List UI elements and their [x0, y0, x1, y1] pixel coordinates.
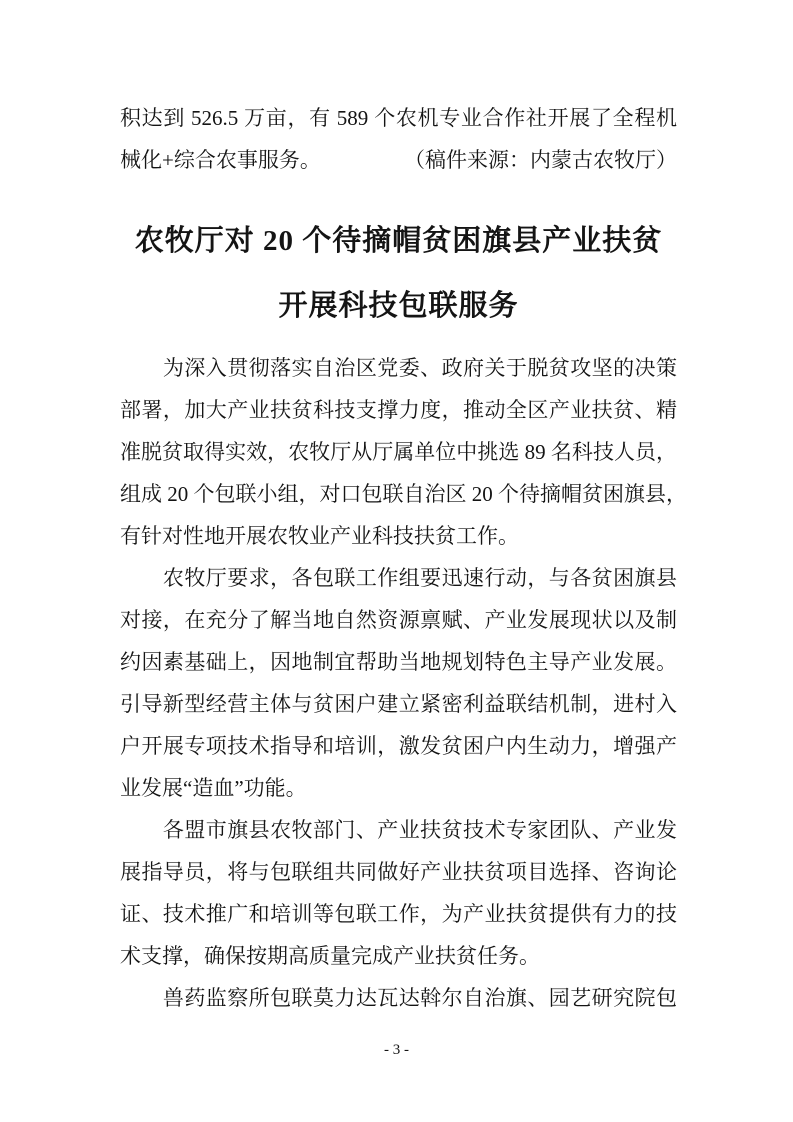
body-line: 部署，加大产业扶贫科技支撑力度，推动全区产业扶贫、精: [120, 398, 677, 422]
body-line: 引导新型经营主体与贫困户建立紧密利益联结机制，进村入: [120, 692, 677, 716]
article-title: [120, 209, 677, 339]
body-line: 兽药监察所包联莫力达瓦达斡尔自治旗、园艺研究院包: [120, 986, 677, 1010]
body-line: 农牧厅要求，各包联工作组要迅速行动，与各贫困旗县: [120, 566, 677, 590]
body-line: 业发展“造血”功能。: [120, 776, 307, 800]
body-line: 展指导员，将与包联组共同做好产业扶贫项目选择、咨询论: [120, 860, 677, 884]
body-line: 约因素基础上，因地制宜帮助当地规划特色主导产业发展。: [120, 650, 677, 674]
article-body: [120, 347, 687, 1019]
page-number: - 3 -: [384, 1042, 409, 1058]
intro-line-2: [120, 139, 677, 181]
body-line: 术支撑，确保按期高质量完成产业扶贫任务。: [120, 944, 540, 968]
body-line: 证、技术推广和培训等包联工作，为产业扶贫提供有力的技: [120, 902, 677, 926]
intro-line-1: 积达到 526.5 万亩，有 589 个农机专业合作社开展了全程机: [120, 106, 677, 130]
body-line: 准脱贫取得实效，农牧厅从厅属单位中挑选 89 名科技人员，: [120, 440, 677, 464]
body-line: 组成 20 个包联小组，对口包联自治区 20 个待摘帽贫困旗县，: [120, 482, 687, 506]
source-attribution: （稿件来源：内蒙古农牧厅）: [404, 148, 677, 172]
intro-paragraph: [120, 97, 677, 181]
body-line: 户开展专项技术指导和培训，激发贫困户内生动力，增强产: [120, 734, 677, 758]
page-content: [120, 97, 687, 1019]
intro-line-2-text: 械化+综合农事服务。: [120, 148, 321, 172]
body-line: 各盟市旗县农牧部门、产业扶贫技术专家团队、产业发: [120, 818, 677, 842]
body-line: 为深入贯彻落实自治区党委、政府关于脱贫攻坚的决策: [120, 356, 677, 380]
article-title-line-1: 农牧厅对 20 个待摘帽贫困旗县产业扶贫: [134, 225, 663, 257]
body-line: 对接，在充分了解当地自然资源禀赋、产业发展现状以及制: [120, 608, 677, 632]
body-line: 有针对性地开展农牧业产业科技扶贫工作。: [120, 524, 519, 548]
article-title-line-2: 开展科技包联服务: [278, 290, 519, 322]
